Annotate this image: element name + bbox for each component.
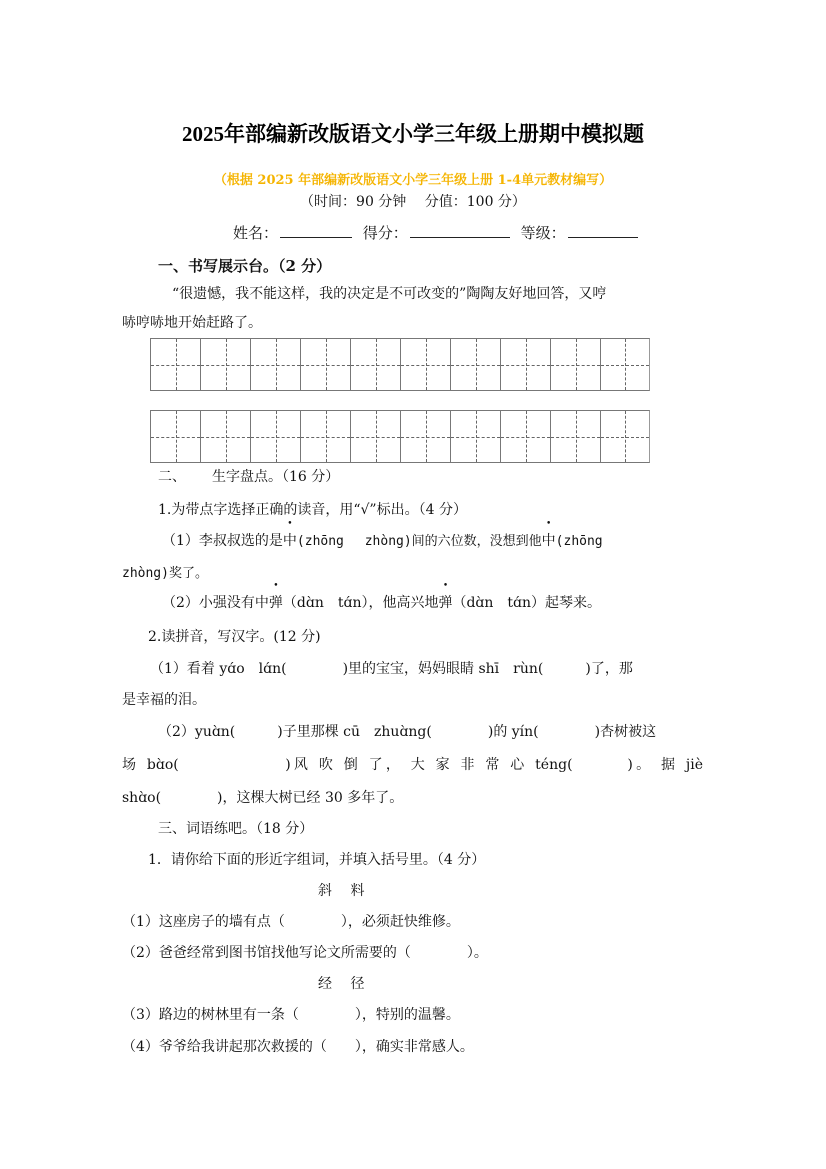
q1-item1-line1	[162, 530, 603, 550]
writing-box[interactable]	[250, 338, 300, 391]
q1-item1-text-b: (zhōng zhòng)间的六位数，没想到他	[296, 534, 542, 549]
section2-heading	[158, 466, 339, 486]
section3-q1-title: 1．请你给下面的形近字组词，并填入括号里。（4 分）	[148, 852, 486, 868]
q1-item2-text-c: （dɑ̀n tɑ́n）起琴来。	[452, 595, 602, 611]
sentence-2: （2）爸爸经常到图书馆找他写论文所需要的（ ）。	[122, 945, 488, 961]
writing-box[interactable]	[300, 338, 350, 391]
writing-box[interactable]	[600, 410, 650, 463]
q1-item2	[162, 592, 601, 612]
writing-box[interactable]	[150, 410, 200, 463]
exam-meta: （时间：90 分钟 分值：100 分）	[300, 194, 526, 210]
name-label: 姓名：	[233, 224, 279, 242]
subtitle: （根据 2025 年部编新改版语文小学三年级上册 1-4单元教材编写）	[213, 173, 613, 188]
writing-box[interactable]	[200, 410, 250, 463]
dotted-char: 弹	[268, 595, 283, 611]
section1-passage-line2: 哧哼哧地开始赶路了。	[122, 315, 262, 331]
writing-box[interactable]	[450, 338, 500, 391]
q1-item2-text-a: （2）小强没有中	[162, 595, 269, 611]
score-field[interactable]	[410, 223, 510, 238]
q1-item1-text-c: (zhōng	[555, 534, 603, 549]
score-label: 得分：	[362, 224, 408, 242]
student-info	[233, 222, 644, 243]
q1-item2-text-b: （dɑ̀n tɑ́n），他高兴地	[282, 595, 439, 611]
writing-box[interactable]	[500, 338, 550, 391]
writing-grid-row-1[interactable]	[150, 338, 650, 391]
writing-box[interactable]	[450, 410, 500, 463]
dotted-char: 中	[282, 533, 297, 549]
section1-heading: 一、书写展示台。（2 分）	[158, 257, 332, 275]
dotted-char: 弹	[438, 595, 453, 611]
grade-field[interactable]	[568, 223, 638, 238]
char-pair-2: 经 径	[318, 976, 365, 992]
writing-box[interactable]	[550, 410, 600, 463]
writing-box[interactable]	[350, 338, 400, 391]
writing-box[interactable]	[550, 338, 600, 391]
q2-title: 2.读拼音，写汉字。(12 分)	[148, 629, 321, 645]
q2-item1-line2: 是幸福的泪。	[122, 692, 206, 708]
section3-heading: 三、词语练吧。（18 分）	[158, 821, 314, 837]
name-field[interactable]	[280, 223, 352, 238]
writing-box[interactable]	[400, 410, 450, 463]
char-pair-1: 斜 料	[318, 883, 365, 899]
writing-box[interactable]	[350, 410, 400, 463]
q1-item1-text-a: （1）李叔叔选的是	[162, 533, 283, 549]
q2-item2-line2: 场 bɑ̀o( )风 吹 倒 了， 大 家 非 常 心 téng( )。 据 jiè	[122, 757, 703, 773]
writing-box[interactable]	[300, 410, 350, 463]
writing-box[interactable]	[250, 410, 300, 463]
q1-title: 1.为带点字选择正确的读音，用“√”标出。（4 分）	[158, 502, 467, 518]
section2-number: 二、	[158, 469, 186, 485]
sentence-1: （1）这座房子的墙有点（ ），必须赶快维修。	[122, 914, 460, 930]
writing-box[interactable]	[150, 338, 200, 391]
q1-item1-line2: zhòng)奖了。	[122, 566, 208, 581]
dotted-char: 中	[541, 533, 556, 549]
sentence-3: （3）路边的树林里有一条（ ），特别的温馨。	[122, 1007, 460, 1023]
section1-passage-line1: “很遗憾，我不能这样，我的决定是不可改变的”陶陶友好地回答，又哼	[172, 286, 607, 302]
page-title: 2025年部编新改版语文小学三年级上册期中模拟题	[182, 122, 644, 146]
writing-box[interactable]	[200, 338, 250, 391]
writing-box[interactable]	[600, 338, 650, 391]
q2-item1-line1: （1）看着 yɑ́o lɑ́n( )里的宝宝，妈妈眼睛 shī rùn( )了，那	[150, 661, 633, 677]
q2-item2-line3: shɑ̀o( )，这棵大树已经 30 多年了。	[122, 790, 404, 806]
writing-grid-row-2[interactable]	[150, 410, 650, 463]
sentence-4: （4）爷爷给我讲起那次救援的（ ），确实非常感人。	[122, 1039, 474, 1055]
section2-title: 生字盘点。（16 分）	[212, 469, 340, 485]
writing-box[interactable]	[400, 338, 450, 391]
grade-label: 等级：	[520, 224, 566, 242]
q2-item2-line1: （2）yuɑ̀n( )子里那棵 cū zhuɑ̀ng( )的 yín( )杏树被这	[158, 724, 657, 740]
writing-box[interactable]	[500, 410, 550, 463]
